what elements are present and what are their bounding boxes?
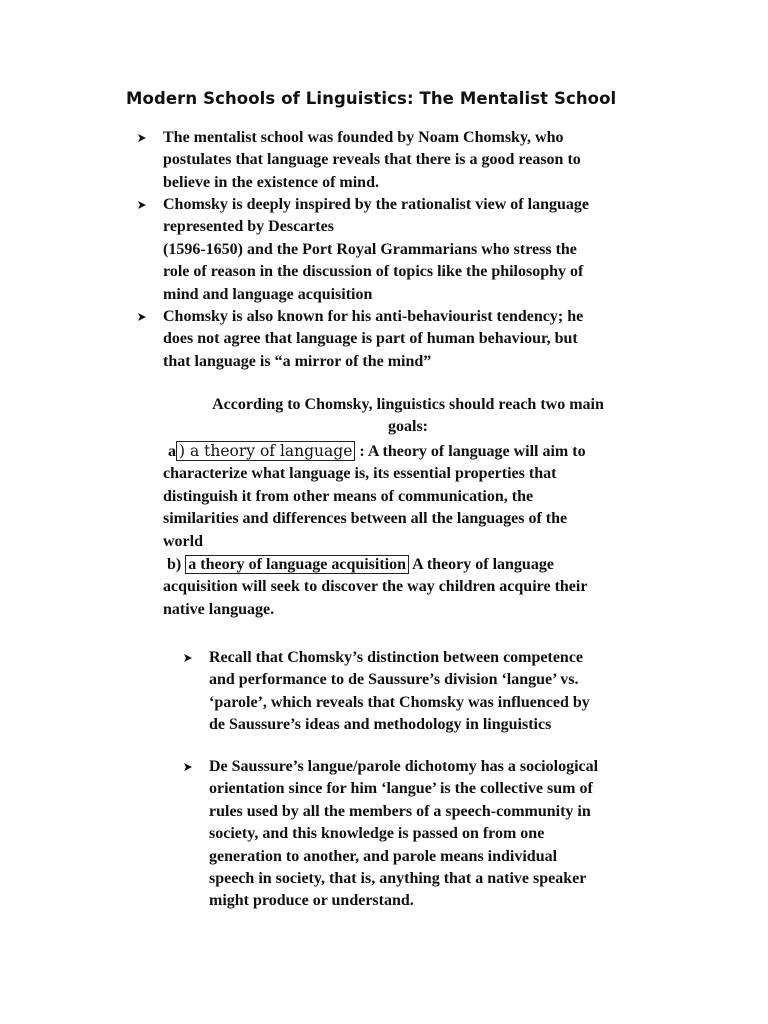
goal-a-line: distinguish it from other means of communication, the bbox=[163, 487, 534, 505]
arrowhead-bullet-icon bbox=[137, 194, 151, 216]
goal-a-first-line: : A theory of language will aim to bbox=[355, 443, 586, 460]
goal-a-line: similarities and differences between all the languages of the bbox=[163, 510, 568, 528]
arrowhead-bullet-icon bbox=[137, 306, 151, 328]
goal-a bbox=[163, 440, 633, 553]
goal-a-line: characterize what language is, its essential properties that bbox=[163, 465, 557, 483]
bullet-line: De Saussure’s langue/parole dichotomy has a sociological bbox=[209, 758, 599, 775]
goal-b-term-box: a theory of language acquisition bbox=[185, 555, 409, 574]
bullet-item-dichotomy bbox=[209, 756, 659, 913]
bullet-line: generation to another, and parole means individual bbox=[209, 847, 558, 865]
bullet-line: Chomsky is deeply inspired by the rationalist view of language bbox=[163, 196, 589, 213]
bullet-line: represented by Descartes bbox=[163, 218, 334, 236]
bullet-line: believe in the existence of mind. bbox=[163, 173, 379, 191]
bullet-line: ‘parole’, which reveals that Chomsky was influenced by bbox=[209, 693, 590, 711]
bullet-line: and performance to de Saussure’s division ‘langue’ vs. bbox=[209, 671, 579, 689]
goal-a-line: world bbox=[163, 532, 203, 550]
page-title: Modern Schools of Linguistics: The Mentalist School bbox=[126, 89, 617, 108]
bullet-line: mind and language acquisition bbox=[163, 285, 373, 303]
goals-intro bbox=[170, 394, 646, 439]
goals-intro-line: According to Chomsky, linguistics should reach two main bbox=[212, 396, 604, 413]
bullet-line: speech in society, that is, anything that a native speaker bbox=[209, 870, 587, 888]
goal-a-term-box: ) a theory of language bbox=[176, 441, 355, 461]
goals-intro-line: goals: bbox=[388, 418, 428, 436]
bullet-line: that language is “a mirror of the mind” bbox=[163, 352, 432, 370]
goal-b-first-line: A theory of language bbox=[409, 556, 554, 573]
bullet-item-competence bbox=[209, 647, 659, 737]
bullet-line: society, and this knowledge is passed on from one bbox=[209, 825, 545, 843]
bullet-line: de Saussure’s ideas and methodology in linguistics bbox=[209, 716, 552, 734]
bullet-line: The mentalist school was founded by Noam Chomsky, who bbox=[163, 129, 564, 146]
bullet-line: rules used by all the members of a speech-community in bbox=[209, 802, 591, 820]
goal-a-prefix: a bbox=[168, 443, 176, 460]
goal-b-prefix: b) bbox=[167, 556, 186, 573]
bullet-line: Recall that Chomsky’s distinction between competence bbox=[209, 649, 584, 666]
bullet-line: Chomsky is also known for his anti-behaviourist tendency; he bbox=[163, 308, 584, 325]
bullet-line: orientation since for him ‘langue’ is the collective sum of bbox=[209, 780, 593, 798]
goal-b-line: acquisition will seek to discover the way children acquire their bbox=[163, 578, 588, 596]
bullet-line: role of reason in the discussion of topics like the philosophy of bbox=[163, 263, 584, 281]
arrowhead-bullet-icon bbox=[137, 127, 151, 149]
bullet-line: does not agree that language is part of human behaviour, but bbox=[163, 330, 578, 348]
arrowhead-bullet-icon bbox=[183, 647, 197, 669]
bullet-item-anti-behaviourist bbox=[163, 306, 663, 373]
bullet-line: might produce or understand. bbox=[209, 892, 414, 910]
bullet-item-founded bbox=[163, 127, 663, 194]
goal-b-line: native language. bbox=[163, 600, 275, 618]
arrowhead-bullet-icon bbox=[183, 756, 197, 778]
bullet-line: postulates that language reveals that there is a good reason to bbox=[163, 151, 581, 169]
bullet-item-rationalist bbox=[163, 194, 663, 306]
bullet-line: (1596-1650) and the Port Royal Grammarians who stress the bbox=[163, 240, 577, 258]
goal-b bbox=[163, 554, 633, 621]
